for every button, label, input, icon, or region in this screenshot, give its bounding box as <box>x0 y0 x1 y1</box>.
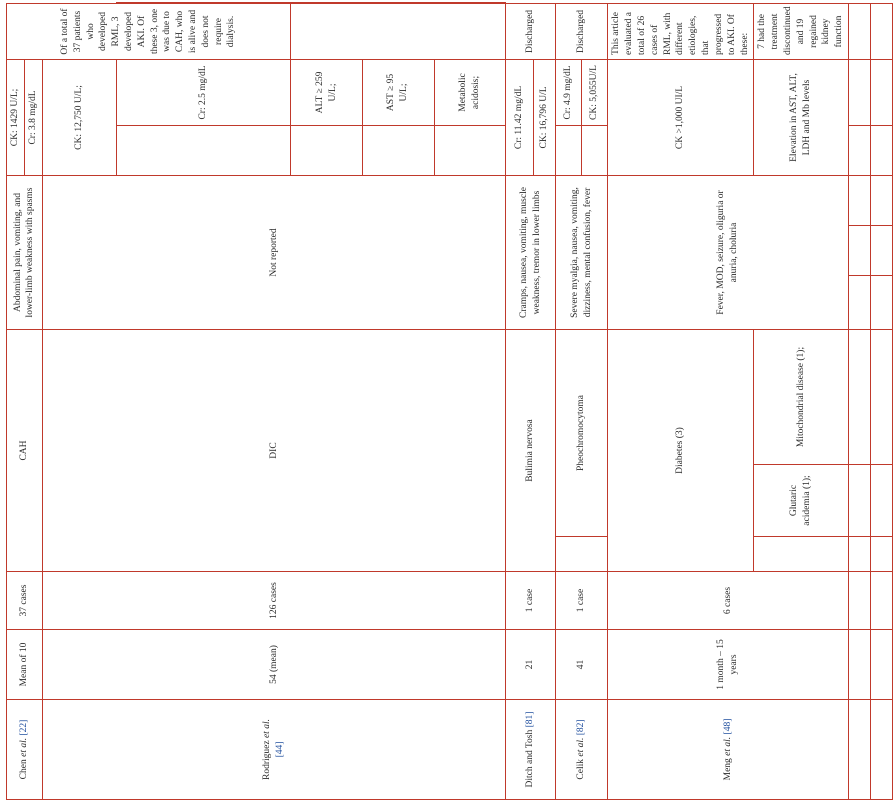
blank-cell <box>754 537 849 572</box>
lab-cell: ALT ≥ 259 U/L; <box>291 59 363 125</box>
blank-cell <box>849 226 871 276</box>
lab-cell: Cr: 2.5 mg/dL <box>117 59 291 125</box>
author-cell: Celik et al. [82] <box>556 700 608 800</box>
blank-cell <box>849 700 871 800</box>
lab-cell: CK >1,000 UI/L <box>608 59 754 175</box>
blank-cell <box>849 537 871 572</box>
blank-cell <box>871 700 893 800</box>
blank-cell <box>871 226 893 276</box>
lab-cell: Cr: 4.9 mg/dL <box>556 59 582 125</box>
outcome-cell: Discharged <box>556 3 608 59</box>
table-row-empty <box>871 3 893 800</box>
blank-cell <box>871 630 893 700</box>
cases-cell: 1 case <box>506 572 556 630</box>
lab-cell: CK: 1429 U/L; <box>7 59 25 175</box>
lab-cell: CK: 5,055U/L <box>582 59 608 125</box>
blank-cell <box>849 175 871 225</box>
blank-cell <box>849 276 871 330</box>
lab-cell: Elevation in AST, ALT, LDH and Mb levels <box>754 59 849 175</box>
cases-cell: 1 case <box>556 572 608 630</box>
etiology-cell: DIC <box>42 330 506 572</box>
age-cell: 1 month – 15 years <box>608 630 849 700</box>
table-row-meng <box>608 3 754 800</box>
blank-cell <box>582 125 608 175</box>
blank-cell <box>871 537 893 572</box>
etiology-sub-cell: Glutaric acidemia (1); <box>754 465 849 537</box>
table-row-ditch <box>506 3 534 800</box>
table-row-rodriguez <box>42 3 116 800</box>
lab-cell: CK: 12,750 U/L; <box>42 59 116 175</box>
blank-cell <box>849 572 871 630</box>
etiology-cell: CAH <box>7 330 43 572</box>
blank-cell <box>849 465 871 537</box>
outcome-cell: 7 had the treatment discontinued and 19 regained kidney function <box>754 3 849 59</box>
outcome-cell <box>117 3 506 4</box>
outcome-cell: This article evaluated a total of 26 cases of RML, with different etiologies, that progressed to AKI. Of these: <box>608 3 754 59</box>
blank-cell <box>871 330 893 465</box>
blank-cell <box>871 125 893 175</box>
outcome-cell: Discharged <box>506 3 556 59</box>
etiology-cell: Bulimia nervosa <box>506 330 556 572</box>
blank-cell <box>849 125 871 175</box>
symptoms-cell: Severe myalgia, nausea, vomiting, dizziness, mental confusion, fever <box>556 175 608 329</box>
etiology-sub-cell: Mitochondrial disease (1); <box>754 330 849 465</box>
table-row-empty <box>849 3 871 800</box>
blank-cell <box>291 125 363 175</box>
blank-cell <box>871 3 893 59</box>
age-cell: 54 (mean) <box>42 630 506 700</box>
lab-cell: Cr: 3.8 mg/dL <box>24 59 42 175</box>
etiology-cell: Diabetes (3) <box>608 330 754 572</box>
blank-cell <box>871 175 893 225</box>
blank-cell <box>871 276 893 330</box>
author-cell: Rodriguez et al. [44] <box>42 700 506 800</box>
blank-cell <box>849 59 871 125</box>
symptoms-cell: Not reported <box>42 175 506 329</box>
etiology-cell: Pheochromocytoma <box>556 330 608 537</box>
blank-cell <box>849 330 871 465</box>
cases-cell: 126 cases <box>42 572 506 630</box>
table-row-chen <box>7 3 25 800</box>
symptoms-cell: Cramps, nausea, vomiting, muscle weakness, tremor in lower limbs <box>506 175 556 329</box>
lab-cell: CK: 16,796 U/L <box>534 59 556 175</box>
lab-cell: Metabolic acidosis; <box>434 59 506 125</box>
author-cell: Meng et al. [48] <box>608 700 849 800</box>
age-cell: 41 <box>556 630 608 700</box>
blank-cell <box>556 537 608 572</box>
blank-cell <box>849 630 871 700</box>
blank-cell <box>871 59 893 125</box>
blank-cell <box>871 465 893 537</box>
rml-aki-case-table <box>6 2 893 800</box>
cases-cell: 37 cases <box>7 572 43 630</box>
symptoms-cell: Abdominal pain, vomiting, and lower-limb weakness with spasms <box>7 175 43 329</box>
lab-cell: AST ≥ 95 U/L; <box>362 59 434 125</box>
symptoms-cell: Fever, MOD, seizure, oliguria or anuria, choluria <box>608 175 849 329</box>
age-cell: 21 <box>506 630 556 700</box>
author-cell: Chen et al. [22] <box>7 700 43 800</box>
blank-cell <box>434 125 506 175</box>
blank-cell <box>362 125 434 175</box>
blank-cell <box>556 125 582 175</box>
blank-cell <box>871 572 893 630</box>
author-cell: Ditch and Tosh [81] <box>506 700 556 800</box>
lab-cell: Cr: 11.42 mg/dL <box>506 59 534 175</box>
blank-cell <box>117 125 291 175</box>
cases-cell: 6 cases <box>608 572 849 630</box>
blank-cell <box>849 3 871 59</box>
outcome-cell: Of a total of 37 patients who developed RML, 3 developed AKI. Of these 3, one was due to CAH, who is alive and does not require dialysis. <box>7 3 291 59</box>
table-row-celik <box>556 3 582 800</box>
age-cell: Mean of 10 <box>7 630 43 700</box>
